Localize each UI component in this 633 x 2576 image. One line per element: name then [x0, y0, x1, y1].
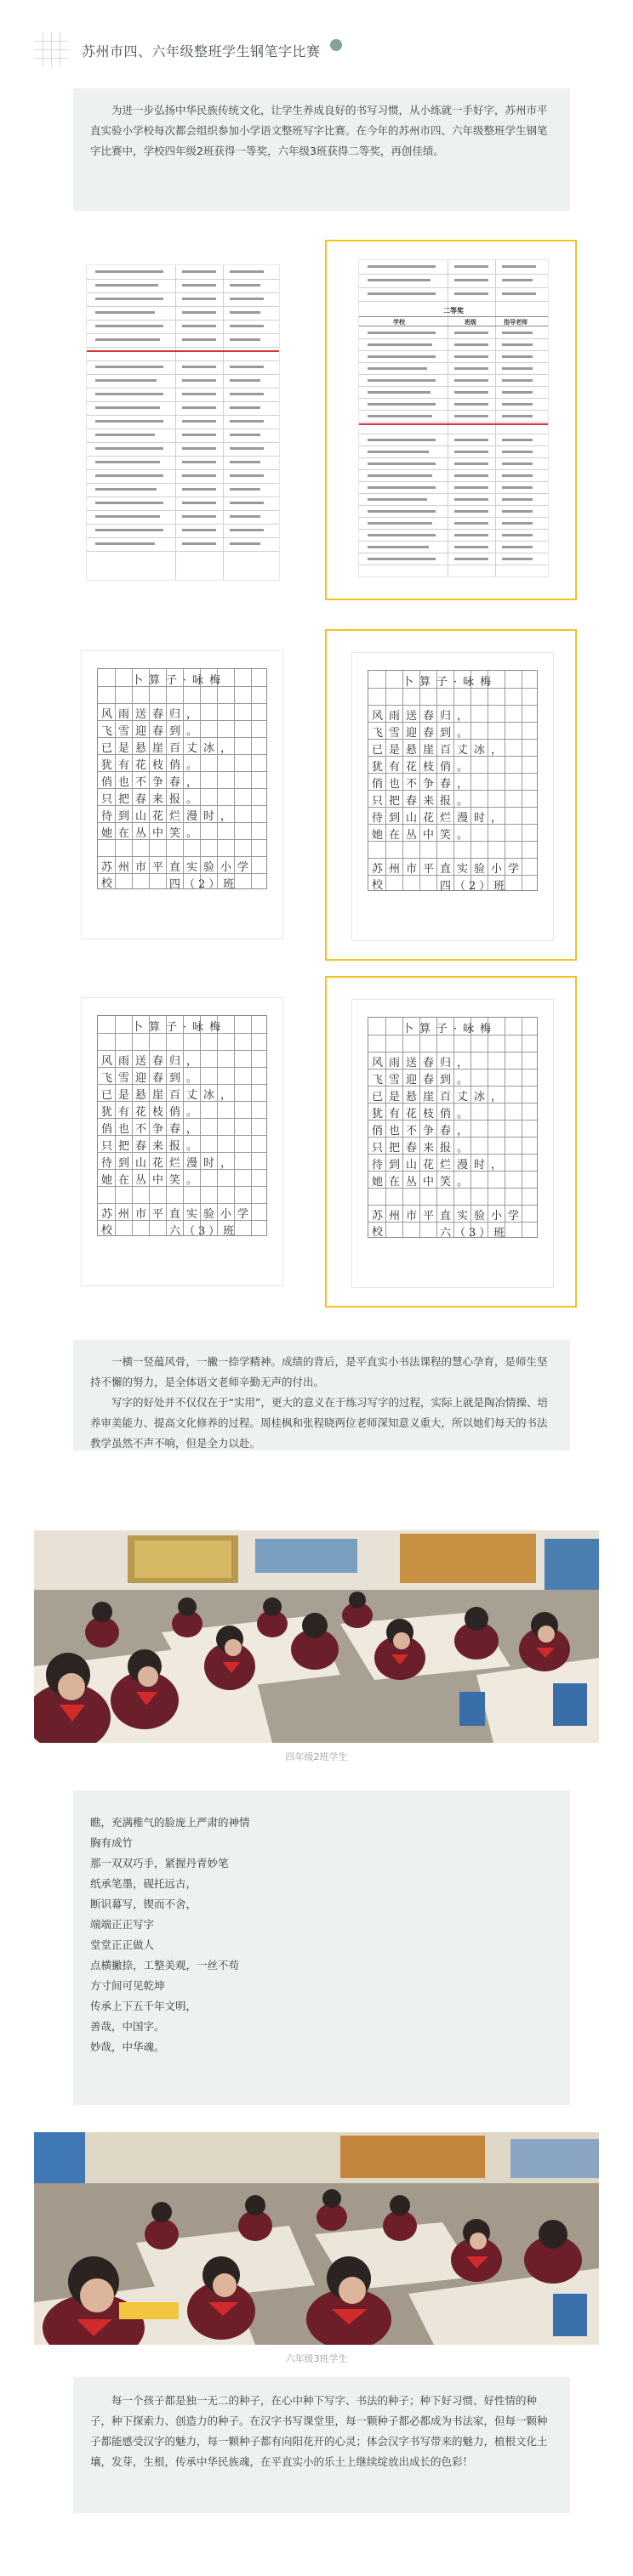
- poem-line: 方寸间可见乾坤: [90, 1979, 165, 1992]
- accent-dot-icon: [330, 39, 342, 51]
- handwriting-scan-2: [325, 629, 577, 961]
- class-line: 六（3）班: [169, 1225, 238, 1238]
- poem-line: 犹有花枝俏。: [101, 759, 204, 772]
- poem-line: 风雨送春归，: [372, 1057, 475, 1070]
- handwriting-sheet: [352, 1000, 553, 1287]
- highlight-underline: [87, 350, 279, 352]
- poem-line: 妙哉，中华魂。: [90, 2040, 165, 2053]
- award-list-sheet: [87, 265, 279, 580]
- poem-line: 已是悬崖百丈冰，: [372, 744, 509, 757]
- poem-line: 风雨送春归，: [372, 710, 475, 723]
- poem-line: 善哉，中国字。: [90, 2020, 165, 2033]
- col-school: 学校: [393, 319, 405, 326]
- reflection-p2: 写字的好处并不仅仅在于“实用”，更大的意义在于练习写字的过程，实际上就是陶冶情操、培养审美能力、提高文化修养的过程。周桂枫和张程晓两位老师深知意义重大，所以她们每天的书法教学虽然不声不响，但是全力以赴。: [90, 1396, 548, 1450]
- poem-line: 犹有花枝俏。: [372, 761, 475, 774]
- poem-line: 传承上下五千年文明，: [90, 2000, 197, 2012]
- poem-line: 她在丛中笑。: [101, 1174, 204, 1187]
- poem-line: 风雨送春归，: [101, 1055, 204, 1068]
- poem-line: 她在丛中笑。: [372, 1176, 475, 1189]
- poem-line: 俏也不争春，: [101, 776, 204, 789]
- class-photo-grade6: [34, 2132, 599, 2345]
- poem-line: 俏也不争春，: [372, 1125, 475, 1138]
- writing-grid: [368, 670, 538, 891]
- award-list-sheet: [359, 260, 548, 576]
- poem-line: 她在丛中笑。: [101, 827, 204, 840]
- poem-line: 端端正正写字: [90, 1918, 155, 1931]
- class-line: 四（2）班: [440, 880, 509, 893]
- poem-line: 俏也不争春，: [101, 1123, 204, 1136]
- school-line: 苏州市平直实验小学校: [372, 863, 526, 892]
- poem-line: 待到山花烂漫时，: [372, 1159, 509, 1172]
- poem-line: 只把春来报。: [372, 1142, 475, 1155]
- reflection-box: [73, 1340, 570, 1450]
- poem-line: 待到山花烂漫时，: [372, 812, 509, 825]
- poem-box: [73, 1790, 570, 2105]
- photo-caption-grade4: 四年级2班学生: [285, 1751, 348, 1762]
- photo-caption-grade6: 六年级3班学生: [285, 2353, 348, 2364]
- writing-grid: [97, 668, 267, 889]
- grid-decoration-icon: [34, 32, 68, 66]
- school-line: 苏州市平直实验小学校: [101, 1208, 255, 1237]
- school-line: 苏州市平直实验小学校: [101, 861, 255, 890]
- poem-line: 只把春来报。: [101, 1140, 204, 1153]
- poem-line: 已是悬崖百丈冰，: [101, 742, 238, 755]
- poem-line: 飞雪迎春到。: [101, 1072, 204, 1085]
- poem-title: 卜算子·咏梅: [132, 674, 227, 687]
- handwriting-sheet: [82, 998, 282, 1285]
- table-heading: 二等奖: [443, 307, 464, 315]
- poem-line: 俏也不争春，: [372, 778, 475, 791]
- closing-text: 每一个孩子都是独一无二的种子，在心中种下写字、书法的种子；种下好习惯、好性情的种子，种下探索力、创造力的种子。在汉字书写课堂里，每一颗种子都必都成为书法家，但每一颗种子都能感受汉字的魅力，每一颗种子都有向阳花开的心灵；体会汉字书写带来的魅力，植根文化土壤，发芽，生根，传承中华民族魂，在平直实小的乐土上继续绽放出成长的色彩！: [90, 2394, 548, 2468]
- poem-line: 断识幕写，锲而不舍，: [90, 1898, 197, 1910]
- poem-lines: [90, 1813, 553, 2057]
- poem-line: 已是悬崖百丈冰，: [101, 1089, 238, 1102]
- reflection-p1: 一横一竖蕴风骨，一撇一捺学精神。成绩的背后，是平直实小书法课程的慧心孕育，是师生坚持不懈的努力，是全体语文老师辛勤无声的付出。: [90, 1355, 548, 1388]
- page-title: 苏州市四、六年级整班学生钢笔字比赛: [82, 43, 321, 60]
- poem-line: 犹有花枝俏。: [101, 1106, 204, 1119]
- school-line: 苏州市平直实验小学校: [372, 1210, 526, 1239]
- writing-grid: [368, 1017, 538, 1238]
- closing-box: [73, 2377, 570, 2513]
- class-photo-grade4: [34, 1530, 599, 1743]
- poem-line: 飞雪迎春到。: [101, 725, 204, 738]
- poem-line: 堂堂正正做人: [90, 1938, 155, 1951]
- class-line: 六（3）班: [440, 1227, 509, 1240]
- handwriting-sheet: [82, 651, 282, 939]
- intro-box: [73, 88, 570, 211]
- col-class: 班级: [465, 319, 476, 326]
- poem-title: 卜算子·咏梅: [402, 1023, 498, 1036]
- poem-line: 瞧，充满稚气的脸庞上严肃的神情: [90, 1816, 250, 1829]
- col-teacher: 指导老师: [504, 319, 528, 326]
- handwriting-sheet: [352, 653, 553, 940]
- handwriting-scan-4: [325, 976, 577, 1308]
- poem-line: 飞雪迎春到。: [372, 727, 475, 740]
- poem-line: 只把春来报。: [372, 795, 475, 808]
- poem-line: 已是悬崖百丈冰，: [372, 1091, 509, 1104]
- award-list-scan-left: [56, 240, 308, 600]
- poem-line: 风雨送春归，: [101, 708, 204, 721]
- poem-line: 飞雪迎春到。: [372, 1074, 475, 1087]
- intro-text: 为进一步弘扬中华民族传统文化，让学生养成良好的书写习惯，从小练就一手好字，苏州市平直实验小学校每次都会组织参加小学语文整班写字比赛。在今年的苏州市四、六年级整班学生钢笔字比赛中，学校四年级2班获得一等奖，六年级3班获得二等奖，再创佳绩。: [90, 104, 548, 157]
- poem-line: 犹有花枝俏。: [372, 1108, 475, 1121]
- table-header-row: [359, 316, 548, 326]
- handwriting-scan-3: [56, 976, 308, 1308]
- handwriting-scan-1: [56, 629, 308, 961]
- poem-line: 点横撇捺，工整美观，一丝不苟: [90, 1959, 240, 1972]
- poem-title: 卜算子·咏梅: [402, 676, 498, 689]
- poem-line: 她在丛中笑。: [372, 829, 475, 842]
- class-line: 四（2）班: [169, 878, 238, 891]
- highlight-underline: [359, 423, 548, 425]
- poem-title: 卜算子·咏梅: [132, 1021, 227, 1034]
- poem-line: 待到山花烂漫时，: [101, 1157, 238, 1170]
- poem-line: 纸承笔墨，砚托远古，: [90, 1877, 197, 1890]
- award-list-scan-right: [325, 240, 577, 600]
- poem-line: 胸有成竹: [90, 1836, 134, 1849]
- writing-grid: [97, 1015, 267, 1236]
- poem-line: 那一双双巧手，紧握丹青妙笔: [90, 1857, 229, 1870]
- poem-line: 待到山花烂漫时，: [101, 810, 238, 823]
- poem-line: 只把春来报。: [101, 793, 204, 806]
- article-header: [34, 32, 613, 70]
